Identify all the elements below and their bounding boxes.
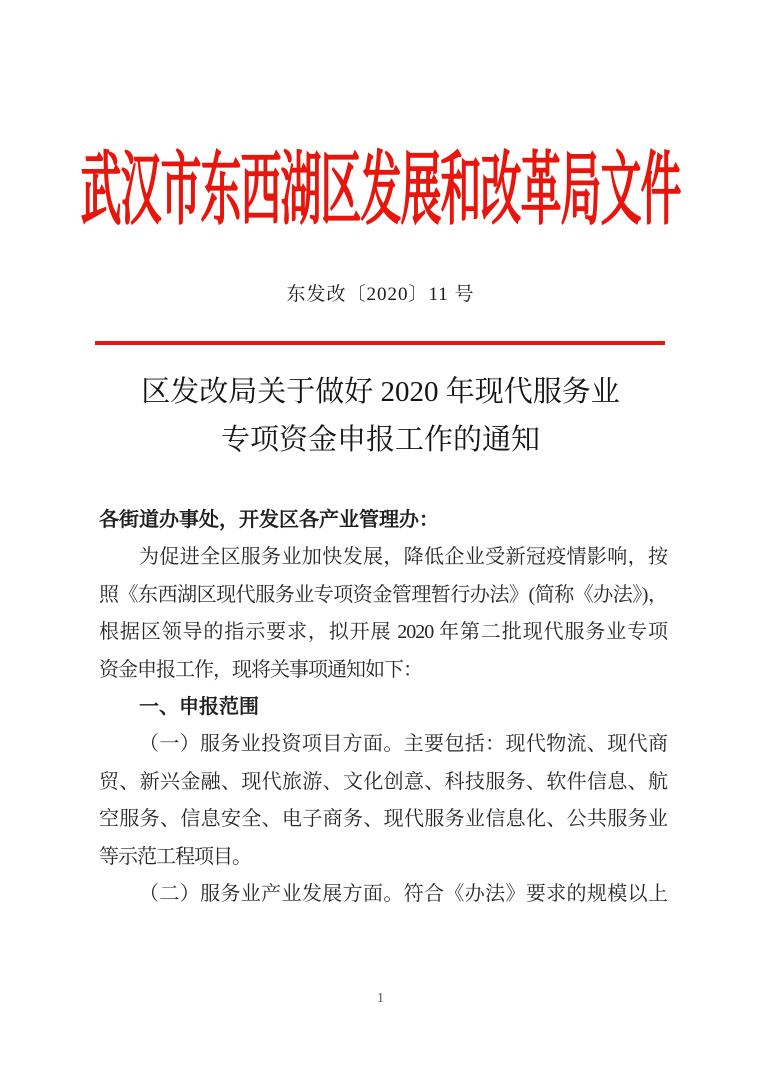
- page-number: 1: [377, 991, 384, 1006]
- body-line: 根据区领导的指示要求，拟开展 2020 年第二批现代服务业专项: [99, 621, 667, 644]
- body-line: 照《东西湖区现代服务业专项资金管理暂行办法》(简称《办法》)，: [99, 583, 667, 606]
- agency-title-text: 武汉市东西湖区发展和改革局文件: [80, 144, 681, 234]
- section-heading: 一、申报范围: [139, 696, 259, 719]
- salutation-line: 各街道办事处，开发区各产业管理办：: [99, 509, 439, 531]
- body-line: （二）服务业产业发展方面。符合《办法》要求的规模以上: [139, 883, 667, 906]
- body-line: 为促进全区服务业加快发展，降低企业受新冠疫情影响，按: [139, 546, 667, 569]
- body-line: 贸、新兴金融、现代旅游、文化创意、科技服务、软件信息、航: [99, 770, 667, 793]
- doc-number: 东发改〔2020〕11 号: [286, 284, 475, 305]
- red-separator-line: [95, 341, 665, 345]
- body-line: 空服务、信息安全、电子商务、现代服务业信息化、公共服务业: [99, 808, 667, 831]
- body-line: 资金申报工作，现将关事项通知如下：: [99, 658, 422, 681]
- document-title: [0, 368, 761, 464]
- agency-header: [0, 144, 761, 234]
- document-body: [99, 502, 667, 913]
- body-line: （一）服务业投资项目方面。主要包括：现代物流、现代商: [139, 733, 667, 756]
- body-line: 等示范工程项目。: [99, 845, 251, 868]
- document-title-line1: 区发改局关于做好 2020 年现代服务业: [141, 376, 620, 408]
- document-title-line2: 专项资金申报工作的通知: [220, 424, 540, 456]
